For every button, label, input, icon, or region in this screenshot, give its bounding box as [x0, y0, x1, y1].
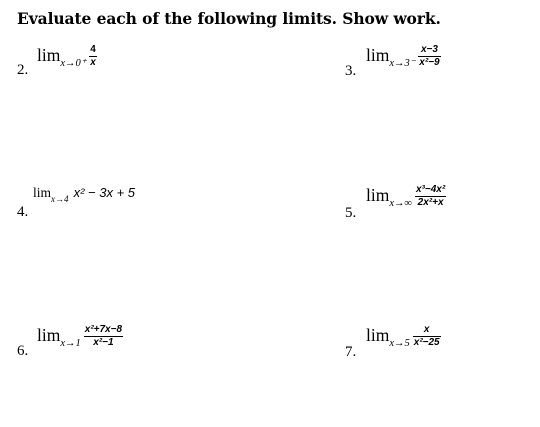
- worksheet-heading: Evaluate each of the following limits. Show work.: [17, 9, 441, 28]
- numerator: x³−4x²: [416, 184, 446, 195]
- denominator: x²−25: [413, 337, 440, 348]
- fraction: [413, 324, 441, 349]
- limit-subscript: x→3⁻: [389, 57, 416, 69]
- denominator: x: [90, 57, 96, 68]
- problem-7-limit: [366, 324, 441, 349]
- fraction: [89, 44, 97, 69]
- fraction: [84, 324, 123, 349]
- problem-3-number: 3.: [345, 63, 357, 79]
- problem-2-limit: [37, 44, 97, 69]
- numerator: 4: [90, 44, 96, 55]
- problem-3-limit: [366, 44, 441, 69]
- numerator: x²+7x−8: [84, 324, 123, 335]
- numerator: x: [413, 324, 441, 337]
- expression: x² − 3x + 5: [73, 185, 136, 200]
- limit-subscript: x→4: [51, 194, 69, 204]
- lim-operator: $\lim_{x\to 3^-}$: [366, 44, 416, 69]
- lim-operator: $\lim_{x\to 4}$: [33, 185, 69, 204]
- lim-operator: $\lim_{x\to 0^+}$: [37, 44, 87, 69]
- limit-subscript: x→0⁺: [60, 57, 87, 69]
- problem-4-number: 4.: [17, 204, 29, 220]
- fraction: [418, 44, 440, 69]
- limit-subscript: x→1: [60, 337, 81, 349]
- problem-6-limit: [37, 324, 123, 349]
- problem-7-number: 7.: [345, 344, 357, 360]
- numerator: x−3: [418, 44, 440, 57]
- limit-subscript: x→5: [389, 337, 410, 349]
- problem-5-limit: [366, 184, 446, 209]
- limit-subscript: x→∞: [389, 197, 412, 209]
- problem-5-number: 5.: [345, 205, 357, 221]
- problem-4-limit: [33, 182, 135, 204]
- problem-6-number: 6.: [17, 343, 29, 359]
- problem-2-number: 2.: [17, 62, 29, 78]
- fraction: [415, 184, 446, 209]
- lim-operator: $\lim_{x\to\infty}$: [366, 184, 412, 209]
- lim-operator: $\lim_{x\to 1}$: [37, 324, 81, 349]
- denominator: 2x²+x: [417, 197, 444, 208]
- denominator: x²−9: [419, 57, 440, 68]
- denominator: x²−1: [93, 337, 114, 348]
- lim-operator: $\lim_{x\to 5}$: [366, 324, 410, 349]
